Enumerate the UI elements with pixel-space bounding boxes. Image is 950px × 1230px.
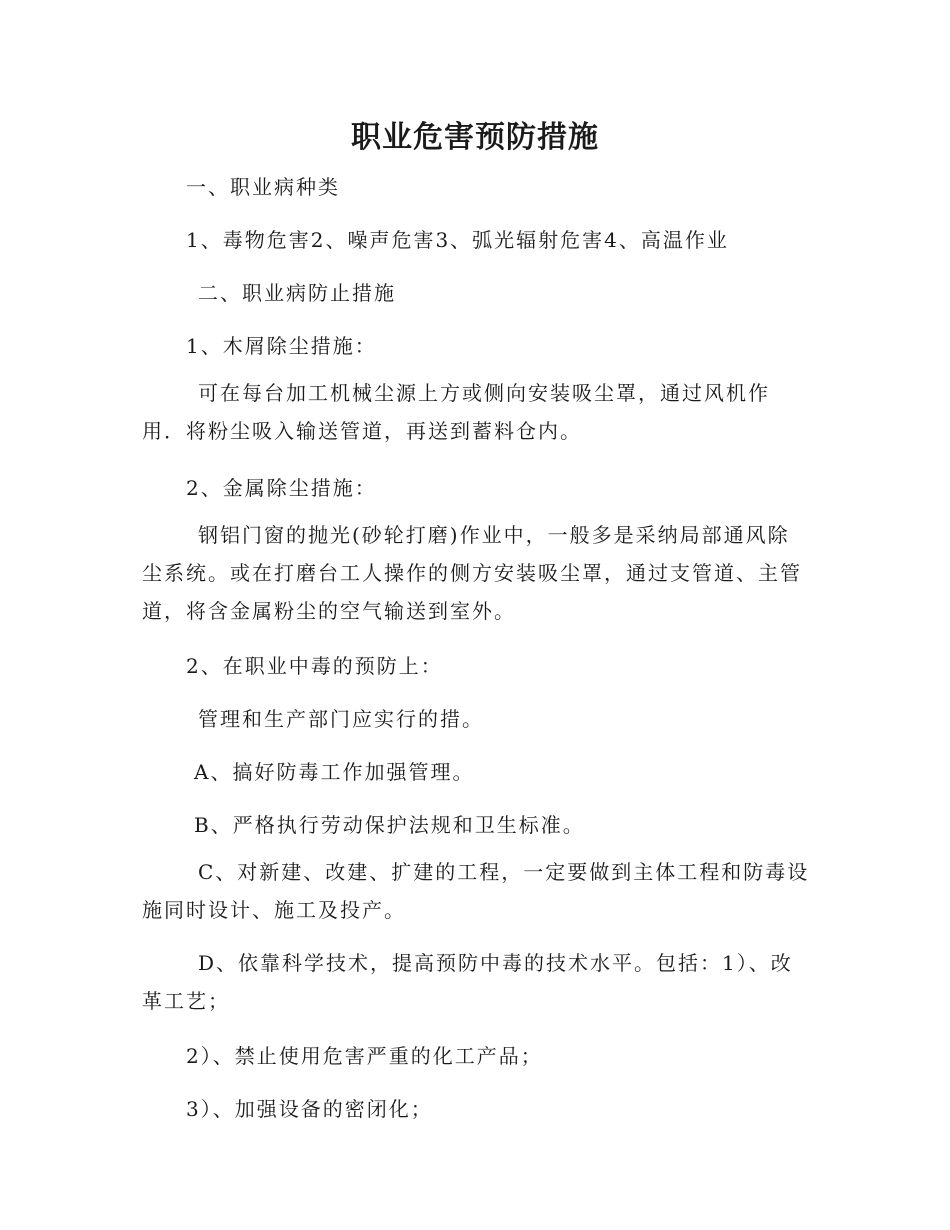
hazard-list: 1、毒物危害2、噪声危害3、弧光辐射危害4、高温作业 [186, 228, 729, 252]
point-d-text: D、依靠科学技术，提高预防中毒的技术水平。包括：1）、改革工艺； [142, 951, 793, 1013]
item1-body [142, 374, 810, 450]
point-c [142, 853, 810, 929]
item1-heading: 1、木屑除尘措施： [186, 334, 377, 358]
item2-heading: 2、金属除尘措施： [186, 476, 377, 500]
point-a: A、搞好防毒工作加强管理。 [194, 760, 475, 784]
section2-heading: 二、职业病防止措施 [198, 281, 396, 305]
point-d [142, 944, 810, 1020]
document-title: 职业危害预防措施 [351, 120, 599, 155]
point-b: B、严格执行劳动保护法规和卫生标准。 [194, 813, 585, 837]
sub-item-3: 3）、加强设备的密闭化； [186, 1097, 433, 1121]
item2-body-text: 钢铝门窗的抛光(砂轮打磨)作业中，一般多是采纳局部通风除尘系统。或在打磨台工人操作的侧方安装吸尘罩，通过支管道、主管道，将含金属粉尘的空气输送到室外。 [142, 523, 802, 623]
item3-intro: 管理和生产部门应实行的措。 [198, 707, 484, 731]
item1-body-text: 可在每台加工机械尘源上方或侧向安装吸尘罩，通过风机作用．将粉尘吸入输送管道，再送到蓄料仓内。 [142, 381, 770, 443]
section1-heading: 一、职业病种类 [186, 175, 340, 199]
item3-heading: 2、在职业中毒的预防上： [186, 654, 443, 678]
point-c-text: C、对新建、改建、扩建的工程，一定要做到主体工程和防毒设施同时设计、施工及投产。 [142, 860, 810, 922]
item2-body [142, 516, 810, 630]
sub-item-2: 2）、禁止使用危害严重的化工产品； [186, 1044, 543, 1068]
